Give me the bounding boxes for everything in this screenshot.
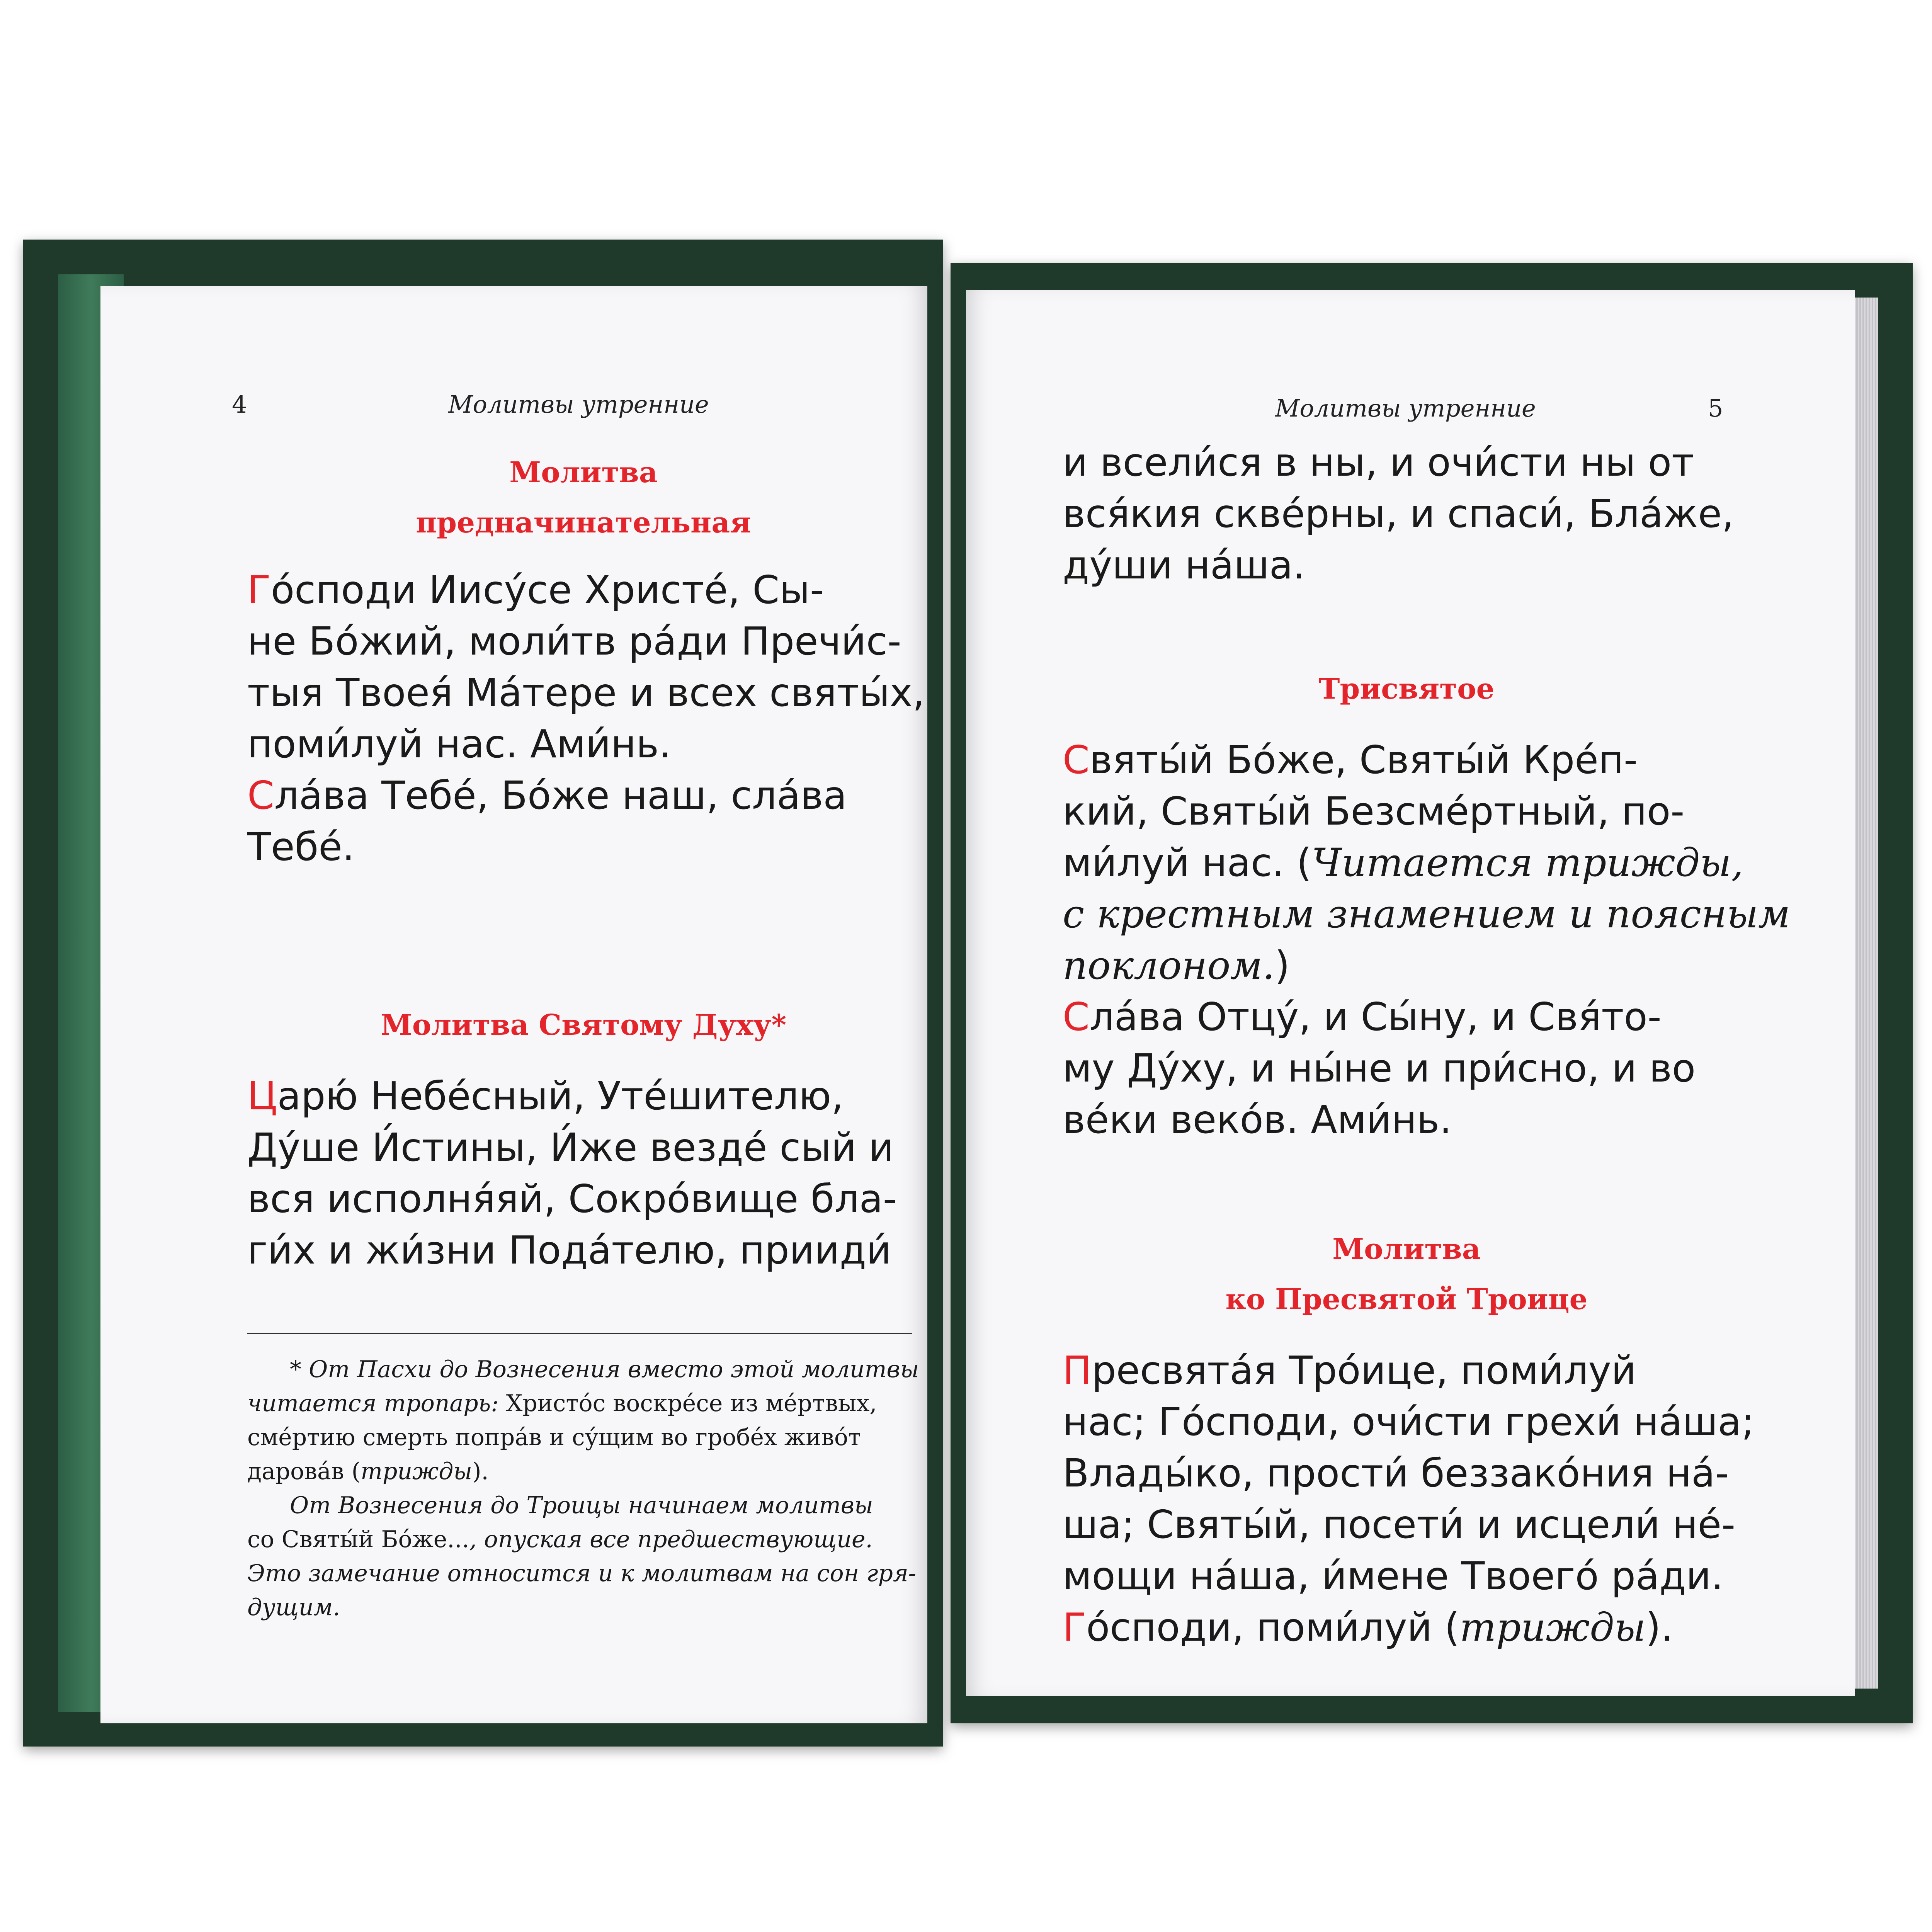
prayer-heading: Трисвятое — [1318, 672, 1495, 706]
footnote-rule — [247, 1333, 912, 1334]
prayer-heading: Молитва Святому Духу* — [380, 1009, 787, 1042]
text-line: Тебе́. — [247, 824, 355, 869]
text-line: не Бо́жий, моли́тв ра́ди Пречи́с- — [247, 619, 901, 664]
text-line: Сла́ва Тебе́, Бо́же наш, сла́ва — [247, 773, 847, 818]
running-head: Молитвы утренние — [448, 390, 709, 418]
prayer-text — [247, 564, 925, 872]
left-page — [100, 286, 927, 1723]
text-line: поми́луй нас. Ами́нь. — [247, 721, 672, 767]
open-book — [23, 240, 1913, 1747]
footnote: * От Пасхи до Вознесения вместо этой молитвы читается тропарь: Христо́с воскре́се из ме́ртвых, сме́ртию смерть попра́в и су́щим во гробе́х живо́т дарова́в (трижды). От Вознесения до Троицы начинаем молитвы со Святы́й Бо́же..., опуская все предшествующие. Это замечание относится и к молитвам на сон гря- дущим. — [247, 1356, 919, 1621]
text-line: Ду́ше И́стины, И́же везде́ сый и — [247, 1125, 894, 1170]
running-head: Молитвы утренние — [1275, 394, 1536, 422]
prayer-heading: предначинательная — [416, 506, 751, 539]
prayer-text: Святы́й Бо́же, Святы́й Кре́п- кий, Святы́й Безсме́ртный, по- ми́луй нас. (Читается трижды, с крестным знамением и поясным поклоном.) Сла́ва Отцу́, и Сы́ну, и Свя́то- му Ду́ху, и ны́не и при́сно, и во ве́ки веко́в. Ами́нь. — [1063, 737, 1791, 1142]
right-page — [966, 290, 1855, 1696]
prayer-text: Пресвята́я Тро́ице, поми́луй нас; Го́споди, очи́сти грехи́ на́ша; Влады́ко, прости́ беззако́ния на́- ша; Святы́й, посети́ и исцели́ не́- мощи на́ша, и́мене Твоего́ ра́ди. Го́споди, поми́луй (трижды). — [1063, 1348, 1755, 1650]
page-edges — [1855, 298, 1878, 1689]
text-line: тыя Твоея́ Ма́тере и всех святы́х, — [247, 670, 925, 715]
prayer-text: и всели́ся в ны, и очи́сти ны от вся́кия скве́рны, и спаси́, Бла́же, ду́ши на́ша. — [1063, 440, 1734, 588]
page-number: 5 — [1708, 394, 1723, 422]
prayer-heading: Молитва — [1332, 1233, 1481, 1266]
text-line: вся исполня́яй, Сокро́вище бла- — [247, 1176, 897, 1221]
text-line: Го́споди Иису́се Христе́, Сы- — [247, 567, 824, 612]
text-line: Царю́ Небе́сный, Уте́шителю, — [247, 1073, 844, 1119]
prayer-heading: Молитва — [509, 456, 658, 489]
page-number: 4 — [232, 390, 247, 418]
prayer-text — [247, 1070, 912, 1276]
text-line: ги́х и жи́зни Пода́телю, прииди́ — [247, 1228, 891, 1273]
prayer-heading: ко Пресвятой Троице — [1225, 1283, 1588, 1316]
